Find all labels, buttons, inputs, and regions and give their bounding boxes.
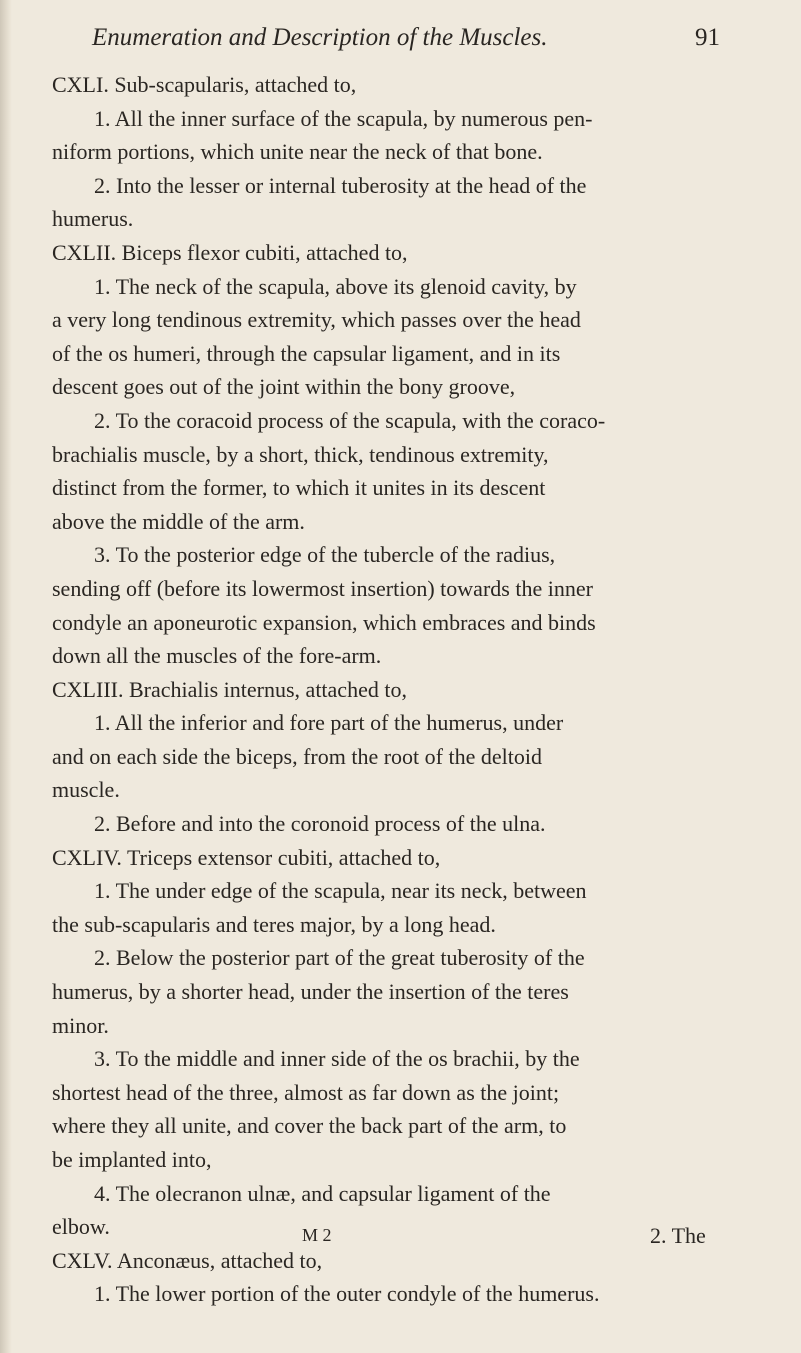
text-line: sending off (before its lowermost insertion) towards the inner [52,575,593,601]
text-line: 3. To the middle and inner side of the os brachii, by the [94,1046,580,1072]
text-line: 2. Before and into the coronoid process of the ulna. [94,811,546,837]
text-line: distinct from the former, to which it unites in its descent [52,475,546,501]
text-line: 2. To the coracoid process of the scapula, with the coraco- [94,407,606,433]
text-line: 1. The lower portion of the outer condyle of the humerus. [94,1281,600,1307]
text-line: of the os humeri, through the capsular ligament, and in its [52,340,561,366]
running-header [92,24,720,52]
text-line: 3. To the posterior edge of the tubercle of the radius, [94,542,556,568]
text-line: 1. All the inner surface of the scapula, by numerous pen- [94,105,593,131]
text-line: 2. Into the lesser or internal tuberosity at the head of the [94,172,587,198]
catchword: 2. The [650,1223,706,1248]
section-heading: CXLIV. Triceps extensor cubiti, attached to, [52,844,441,870]
text-line: muscle. [52,777,120,803]
text-line: be implanted into, [52,1147,212,1172]
page-number: 91 [695,24,720,51]
text-line: above the middle of the arm. [52,508,305,534]
text-line: humerus, by a shorter head, under the insertion of the teres [52,979,569,1005]
text-line: 4. The olecranon ulnæ, and capsular ligament of the [94,1180,551,1206]
text-line: 1. The neck of the scapula, above its glenoid cavity, by [94,273,577,299]
text-line: niform portions, which unite near the neck of that bone. [52,139,543,165]
text-line: and on each side the biceps, from the root of the deltoid [52,743,542,769]
text-line: condyle an aponeurotic expansion, which embraces and binds [52,609,596,635]
section-heading: CXLV. Anconæus, attached to, [52,1247,323,1273]
text-line: a very long tendinous extremity, which passes over the head [52,307,581,333]
text-line: where they all unite, and cover the back part of the arm, to [52,1113,567,1139]
text-line: the sub-scapularis and teres major, by a long head. [52,911,496,937]
body-text [52,68,742,1311]
text-line: minor. [52,1012,109,1038]
section-heading: CXLIII. Brachialis internus, attached to, [52,676,407,702]
section-heading: CXLII. Biceps flexor cubiti, attached to, [52,239,408,265]
text-line: down all the muscles of the fore-arm. [52,643,382,669]
text-line: descent goes out of the joint within the bony groove, [52,374,516,400]
text-line: 1. All the inferior and fore part of the humerus, under [94,710,564,736]
text-line: humerus. [52,206,134,232]
text-line: 1. The under edge of the scapula, near its neck, between [94,878,587,904]
text-line: brachialis muscle, by a short, thick, tendinous extremity, [52,441,549,467]
text-line: 2. Below the posterior part of the great tuberosity of the [94,945,585,971]
text-line: elbow. [52,1214,110,1240]
section-heading: CXLI. Sub-scapularis, attached to, [52,72,357,97]
text-line: shortest head of the three, almost as far down as the joint; [52,1079,560,1105]
signature-mark: M 2 [302,1225,332,1245]
running-title: Enumeration and Description of the Muscles. [92,24,548,51]
